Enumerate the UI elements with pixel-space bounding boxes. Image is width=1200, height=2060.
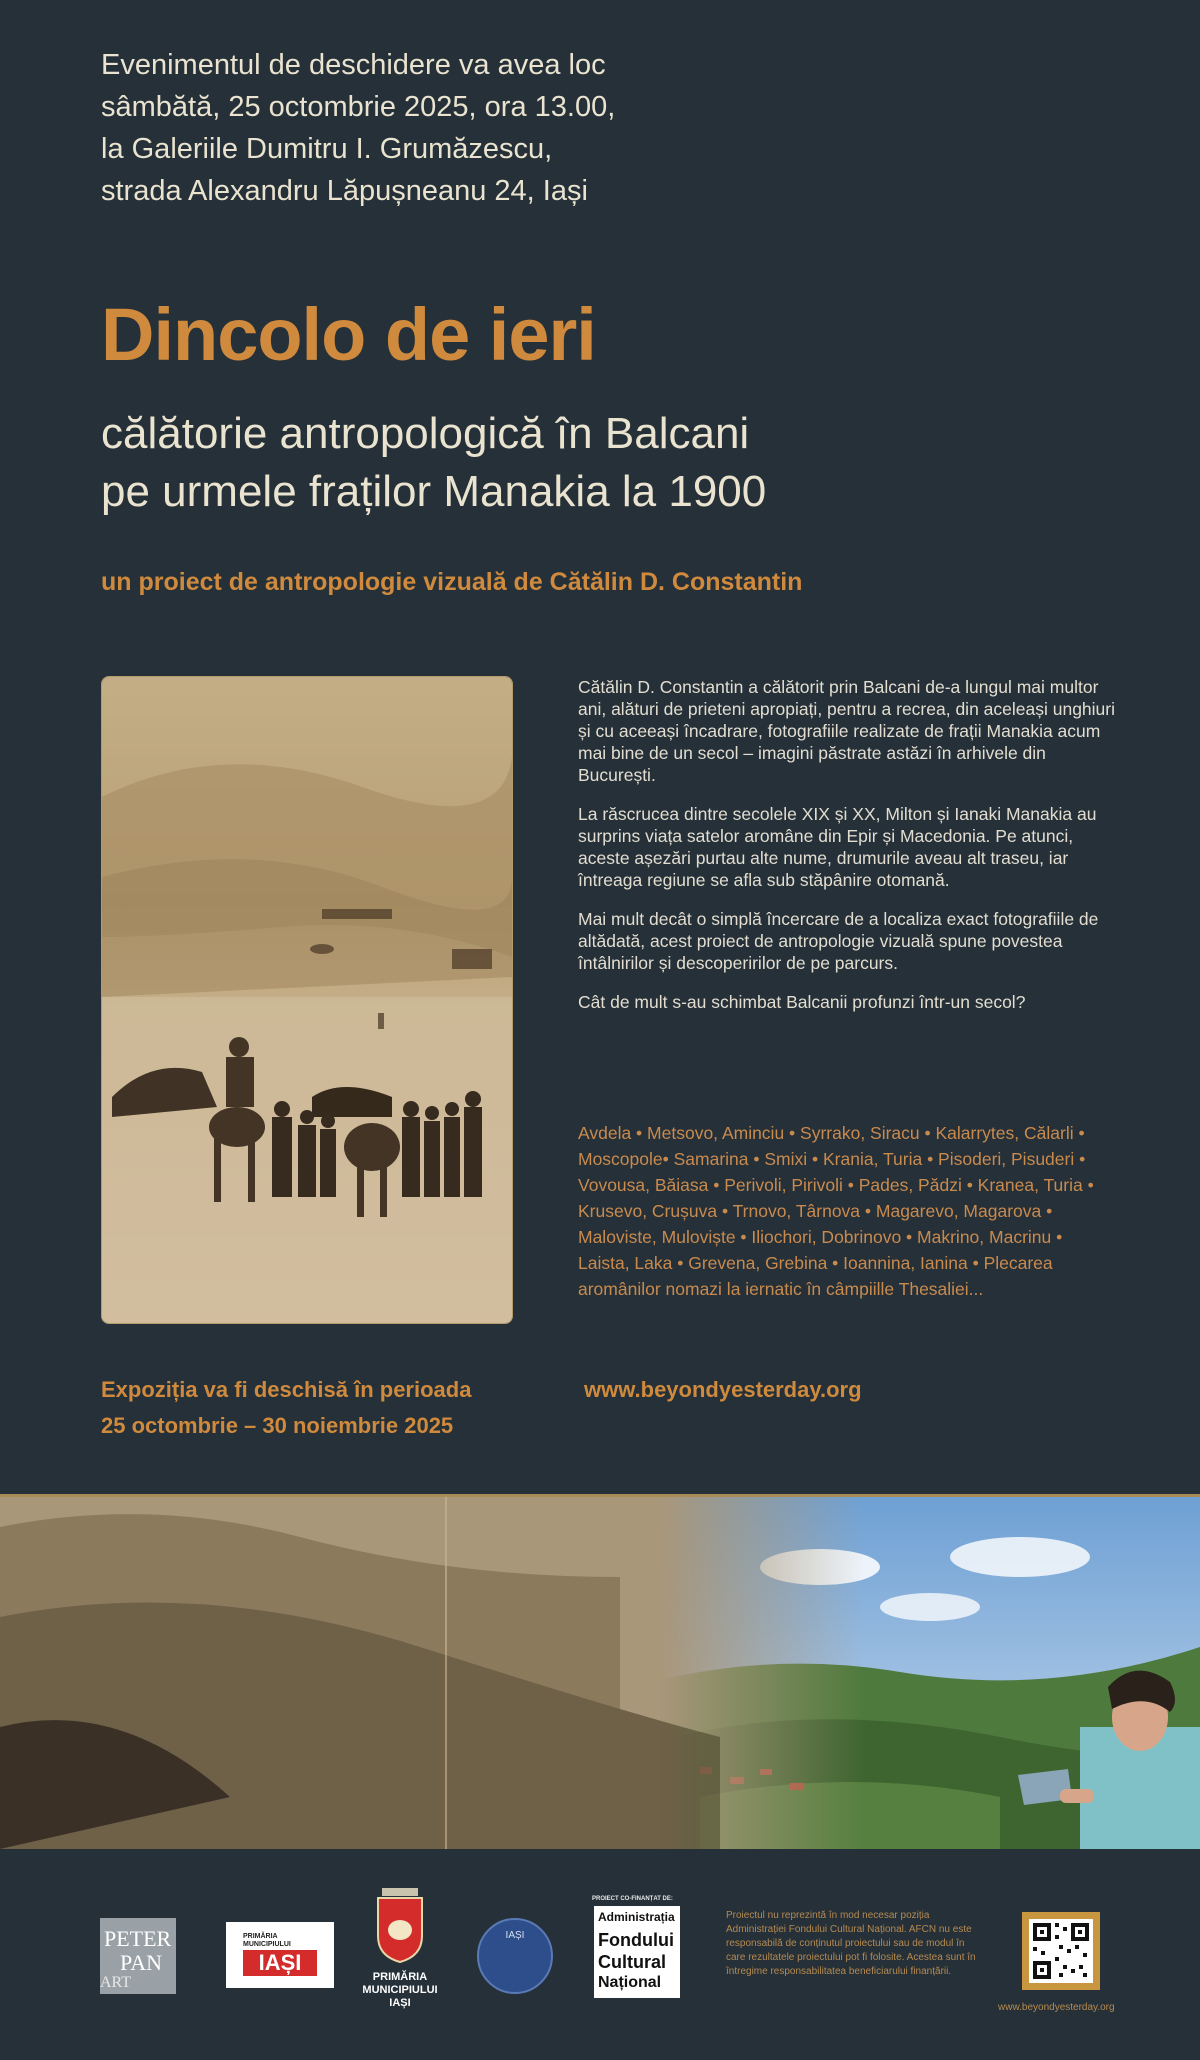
- manakia-historic-photo: [101, 676, 513, 1324]
- peter-pan-art: ART: [100, 1974, 132, 1991]
- crest-label: PRIMĂRIA MUNICIPIULUI IAȘI: [362, 1971, 438, 2009]
- exhibition-line: Expoziția va fi deschisă în perioada: [101, 1377, 472, 1402]
- description-paragraph: La răscrucea dintre secolele XIX și XX, Milton și Ianaki Manakia au surprins viața satelor aromâne din Epir și Macedonia. Pe atunci, aceste așezări purtau alte nume, drumurile aveau alt traseu, iar întreaga regiune se afla sub stăpânire otomană.: [578, 804, 1097, 890]
- exhibition-line: 25 octombrie – 30 noiembrie 2025: [101, 1413, 454, 1438]
- subtitle-line: călătorie antropologică în Balcani: [101, 409, 750, 458]
- event-info: [101, 44, 801, 212]
- afcn-text: Național: [598, 1974, 662, 1991]
- cofinantat-label: PROIECT CO-FINANȚAT DE:: [592, 1896, 673, 1902]
- project-credit: un proiect de antropologie vizuală de Cătălin D. Constantin: [101, 568, 803, 596]
- qr-code[interactable]: [1022, 1912, 1100, 1990]
- description: [578, 676, 1118, 1030]
- website-link[interactable]: www.beyondyesterday.org: [584, 1377, 862, 1402]
- places-list: Avdela • Metsovo, Aminciu • Syrrako, Siracu • Kalarrytes, Călarli • Moscopole• Samarina • Smixi • Krania, Turia • Pisoderi, Pisuderi • Vovousa, Băiasa • Perivoli, Pirivoli • Pades, Pădzi • Kranea, Turia • Krusevo, Crușuva • Trnovo, Târnova • Magarevo, Magarova • Maloviste, Muloviște • Iliochori, Dobrinovo • Makrino, Macrinu • Laista, Laka • Grevena, Grebina • Ioannina, Ianina • Plecarea aromânilor nomazi la iernatic în câmpiille Thesaliei...: [578, 1123, 1094, 1299]
- description-paragraph: Cât de mult s-au schimbat Balcanii profunzi într-un secol?: [578, 992, 1026, 1012]
- primaria-small-text: PRIMĂRIA MUNICIPIULUI: [243, 1933, 291, 1948]
- peter-pan-text: PAN: [120, 1950, 162, 1975]
- afcn-logo: [594, 1906, 680, 1998]
- afcn-text: Cultural: [598, 1952, 667, 1972]
- subtitle-line: pe urmele fraților Manakia la 1900: [101, 467, 767, 516]
- primaria-iasi-logo: [226, 1922, 334, 1988]
- event-line: strada Alexandru Lăpușneanu 24, Iași: [101, 175, 588, 207]
- event-line: sâmbătă, 25 octombrie 2025, ora 13.00,: [101, 91, 616, 123]
- description-paragraph: Cătălin D. Constantin a călătorit prin Balcani de-a lungul mai multor ani, alături de prieteni apropiați, pentru a recrea, din aceleași unghiuri și cu aceeași încadrare, fotografiile realizate de frații Manakia acum mai bine de un secol – imagini păstrate astăzi în arhivele din București.: [578, 677, 1115, 785]
- footer: [0, 1852, 1200, 2060]
- municipal-seal-logo: [477, 1918, 553, 1994]
- afcn-text: Fondului: [598, 1930, 674, 1950]
- footer-website-link[interactable]: www.beyondyesterday.org: [998, 2002, 1115, 2013]
- event-line: la Galeriile Dumitru I. Grumăzescu,: [101, 133, 553, 165]
- subtitle: [101, 405, 766, 521]
- page-title: Dincolo de ieri: [101, 293, 596, 376]
- then-now-panorama: [0, 1497, 1200, 1849]
- seal-text: IAȘI: [505, 1930, 525, 1941]
- peter-pan-logo: [100, 1918, 176, 1994]
- description-paragraph: Mai mult decât o simplă încercare de a localiza exact fotografiile de altădată, acest proiect de antropologie vizuală spune povestea întâlnirilor și descoperirilor de pe parcurs.: [578, 909, 1099, 973]
- event-line: Evenimentul de deschidere va avea loc: [101, 49, 606, 81]
- primaria-big-text: IAȘI: [243, 1950, 317, 1976]
- iasi-crest-logo: [360, 1874, 440, 2024]
- disclaimer-text: Proiectul nu reprezintă în mod necesar poziția Administrației Fondului Cultural Național. AFCN nu este responsabilă de conținutul proiectului sau de modul în care rezultatele proiectului pot fi folosite. Acestea sunt în întregime responsabilitatea beneficiarului finanțării.: [726, 1910, 976, 1977]
- exhibition-dates: [101, 1372, 471, 1444]
- peter-pan-text: PETER: [104, 1926, 172, 1951]
- afcn-text: Administrația: [598, 1910, 675, 1924]
